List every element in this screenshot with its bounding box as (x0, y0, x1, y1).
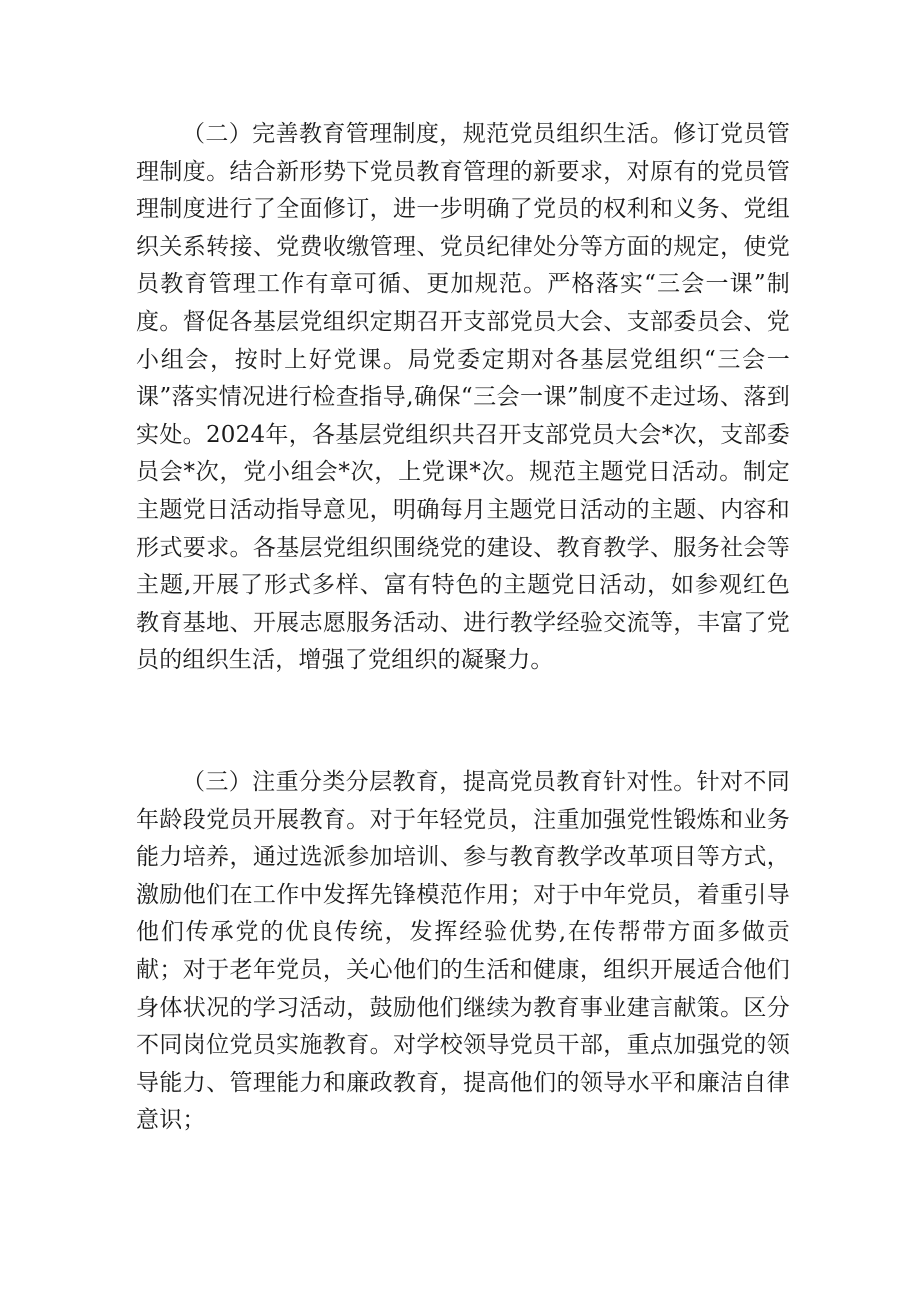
paragraph-section-two: （二）完善教育管理制度，规范党员组织生活。修订党员管理制度。结合新形势下党员教育管理的新要求，对原有的党员管理制度进行了全面修订，进一步明确了党员的权利和义务、党组织关系转接、党费收缴管理、党员纪律处分等方面的规定，使党员教育管理工作有章可循、更加规范。严格落实“三会一课”制度。督促各基层党组织定期召开支部党员大会、支部委员会、党小组会，按时上好党课。局党委定期对各基层党组织“三会一课”落实情况进行检查指导,确保“三会一课”制度不走过场、落到实处。2024年，各基层党组织共召开支部党员大会*次，支部委员会*次，党小组会*次，上党课*次。规范主题党日活动。制定主题党日活动指导意见，明确每月主题党日活动的主题、内容和形式要求。各基层党组织围绕党的建设、教育教学、服务社会等主题,开展了形式多样、富有特色的主题党日活动，如参观红色教育基地、开展志愿服务活动、进行教学经验交流等，丰富了党员的组织生活，增强了党组织的凝聚力。 (136, 121, 790, 674)
paragraph-section-three: （三）注重分类分层教育，提高党员教育针对性。针对不同年龄段党员开展教育。对于年轻党员，注重加强党性锻炼和业务能力培养，通过选派参加培训、参与教育教学改革项目等方式，激励他们在工作中发挥先锋模范作用；对于中年党员，着重引导他们传承党的优良传统，发挥经验优势,在传帮带方面多做贡献；对于老年党员，关心他们的生活和健康，组织开展适合他们身体状况的学习活动，鼓励他们继续为教育事业建言献策。区分不同岗位党员实施教育。对学校领导党员干部，重点加强党的领导能力、管理能力和廉政教育，提高他们的领导水平和廉洁自律意识； (136, 769, 790, 1134)
